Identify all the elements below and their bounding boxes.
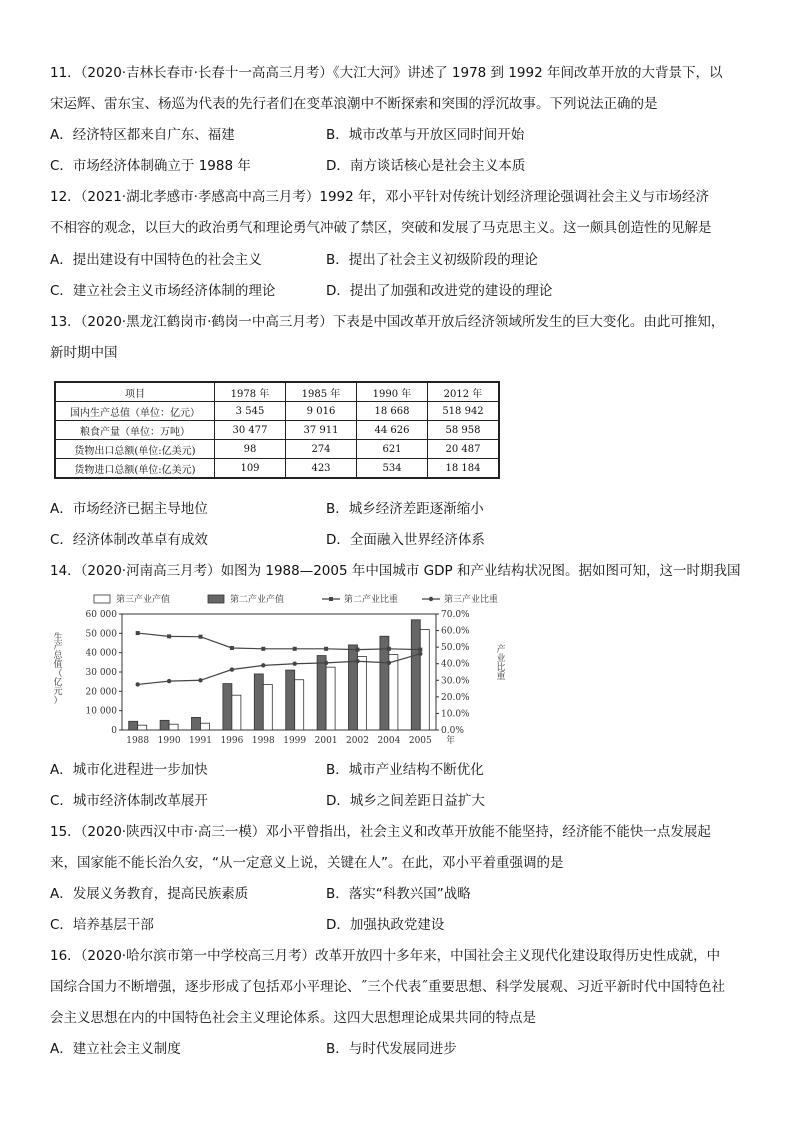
y-tick-label: 40 000 <box>85 648 117 659</box>
point-tertiary-share <box>324 661 328 665</box>
x-tick-label: 2004 <box>377 736 401 746</box>
q15-stem-line1: 15．（2020·陕西汉中市·高三一模）邓小平曾指出，社会主义和改革开放能不能坚持，经济能不能快一点发展起 <box>50 824 711 840</box>
q14-option-b: B．城市产业结构不断优化 <box>326 762 484 778</box>
q11-stem-line2: 宋运辉、雷东宝、杨巡为代表的先行者们在变革浪潮中不断探索和突围的浮沉故事。下列说法正确的是 <box>50 96 658 112</box>
bar-tertiary <box>326 667 335 730</box>
q15-option-a: A．发展义务教育，提高民族素质 <box>50 886 249 902</box>
x-axis-unit: 年 <box>446 736 456 746</box>
bar-secondary <box>192 717 201 730</box>
bar-secondary <box>411 620 420 730</box>
table-cell: 20 487 <box>428 440 500 459</box>
x-tick-label: 1996 <box>220 736 244 746</box>
table-cell: 货物进口总额(单位:亿美元) <box>55 459 215 479</box>
legend-label: 第三产业产值 <box>116 595 171 605</box>
point-tertiary-share <box>167 679 171 683</box>
table-cell: 18 184 <box>428 459 500 479</box>
q11-option-a: A．经济特区都来自广东、福建 <box>50 127 235 143</box>
bar-tertiary <box>138 725 147 730</box>
point-secondary-share <box>230 646 234 650</box>
legend-label: 第三产业比重 <box>444 595 499 605</box>
table-cell: 30 477 <box>215 421 286 440</box>
line-tertiary-share <box>138 654 421 685</box>
bar-tertiary <box>295 680 304 730</box>
point-tertiary-share <box>198 678 202 682</box>
point-secondary-share <box>199 635 203 639</box>
table-row <box>55 402 499 421</box>
q11-option-b: B．城市改革与开放区同时间开始 <box>326 127 525 143</box>
table-header-row <box>55 382 499 402</box>
table-cell: 109 <box>215 459 286 479</box>
q16-stem-line3: 会主义思想在内的中国特色社会主义理论体系。这四大思想理论成果共同的特点是 <box>50 1010 536 1026</box>
y-tick-label: 10 000 <box>85 706 117 717</box>
table-header-cell: 2012 年 <box>428 382 500 402</box>
q12-stem-line2: 不相容的观念，以巨大的政治勇气和理论勇气冲破了禁区，突破和发展了马克思主义。这一颇具创造性的见解是 <box>50 220 712 236</box>
q13-stem-line1: 13．（2020·黑龙江鹤岗市·鹤岗一中高三月考）下表是中国改革开放后经济领域所发生的巨大变化。由此可推知， <box>50 314 725 330</box>
table-cell: 37 911 <box>286 421 357 440</box>
x-tick-label: 1999 <box>283 736 307 746</box>
bar-secondary <box>317 656 326 730</box>
table-cell: 18 668 <box>357 402 428 421</box>
q13-option-a: A．市场经济已据主导地位 <box>50 501 208 517</box>
bar-tertiary <box>389 655 398 730</box>
q14-option-c: C．城市经济体制改革展开 <box>50 793 208 809</box>
point-tertiary-share <box>261 663 265 667</box>
y-axis-title: 生产总值（亿元） <box>53 633 63 706</box>
legend-label: 第二产业产值 <box>230 595 285 605</box>
y2-tick-label: 70.0% <box>441 610 470 620</box>
y2-tick-label: 0.0% <box>441 726 464 736</box>
y2-tick-label: 50.0% <box>441 643 470 654</box>
x-tick-label: 1988 <box>126 736 150 746</box>
bar-secondary <box>286 670 295 730</box>
legend-swatch <box>94 595 110 603</box>
table-cell: 货物出口总额(单位:亿美元) <box>55 440 215 459</box>
bar-secondary <box>160 720 169 730</box>
q12-option-b: B．提出了社会主义初级阶段的理论 <box>326 252 538 268</box>
q15-option-c: C．培养基层干部 <box>50 917 154 933</box>
bar-tertiary <box>201 723 210 730</box>
q12-stem-line1: 12．（2021·湖北孝感市·孝感高中高三月考）1992 年，邓小平针对传统计划经济理论强调社会主义与市场经济 <box>50 189 710 205</box>
bar-tertiary <box>263 685 272 730</box>
table-cell: 621 <box>357 440 428 459</box>
q15-option-d: D．加强执政党建设 <box>326 917 445 933</box>
bar-secondary <box>349 645 358 730</box>
y-tick-label: 30 000 <box>85 668 117 678</box>
bar-tertiary <box>232 695 241 730</box>
q14-option-d: D．城乡之间差距日益扩大 <box>326 793 485 809</box>
point-secondary-share <box>356 648 360 652</box>
legend-label: 第二产业比重 <box>344 595 399 605</box>
y2-tick-label: 40.0% <box>441 659 470 670</box>
q11-option-c: C．市场经济体制确立于 1988 年 <box>50 158 251 174</box>
table-header-cell: 1985 年 <box>286 382 357 402</box>
point-secondary-share <box>293 647 297 651</box>
y2-tick-label: 20.0% <box>441 692 470 703</box>
gdp-industry-chart <box>50 590 520 750</box>
y-tick-label: 20 000 <box>85 687 117 698</box>
point-tertiary-share <box>293 662 297 666</box>
table-header-cell: 项目 <box>55 382 215 402</box>
table-cell: 423 <box>286 459 357 479</box>
bar-tertiary <box>420 629 429 730</box>
point-secondary-share <box>136 631 140 635</box>
point-tertiary-share <box>418 652 422 656</box>
table-header-cell: 1978 年 <box>215 382 286 402</box>
y2-tick-label: 30.0% <box>441 676 470 687</box>
x-tick-label: 2002 <box>346 736 369 746</box>
table-cell: 518 942 <box>428 402 500 421</box>
q13-option-b: B．城乡经济差距逐渐缩小 <box>326 501 484 517</box>
x-tick-label: 2005 <box>408 736 432 746</box>
y2-tick-label: 60.0% <box>441 626 470 637</box>
q13-option-d: D．全面融入世界经济体系 <box>326 532 485 548</box>
table-header-cell: 1990 年 <box>357 382 428 402</box>
point-secondary-share <box>387 647 391 651</box>
q12-option-c: C．建立社会主义市场经济体制的理论 <box>50 283 276 299</box>
q14-stem-line1: 14．（2020·河南高三月考）如图为 1988—2005 年中国城市 GDP 和产业结构状况图。据如图可知，这一时期我国 <box>50 563 741 579</box>
legend-swatch <box>208 595 224 603</box>
bar-secondary <box>129 721 138 730</box>
table-cell: 274 <box>286 440 357 459</box>
point-tertiary-share <box>387 661 391 665</box>
table-cell: 3 545 <box>215 402 286 421</box>
q15-option-b: B．落实“科教兴国”战略 <box>326 886 471 902</box>
x-tick-label: 1990 <box>157 736 181 746</box>
q11-option-d: D．南方谈话核心是社会主义本质 <box>326 158 526 174</box>
point-secondary-share <box>418 648 422 652</box>
table-cell: 534 <box>357 459 428 479</box>
point-tertiary-share <box>355 659 359 663</box>
y-tick-label: 0 <box>111 726 117 736</box>
table-row <box>55 440 499 459</box>
y-tick-label: 50 000 <box>85 629 117 640</box>
table-row <box>55 459 499 479</box>
point-tertiary-share <box>230 667 234 671</box>
q13-option-c: C．经济体制改革卓有成效 <box>50 532 208 548</box>
bar-secondary <box>223 684 232 730</box>
table-cell: 国内生产总值（单位：亿元） <box>55 402 215 421</box>
q16-stem-line1: 16．（2020·哈尔滨市第一中学校高三月考）改革开放四十多年来，中国社会主义现代化建设取得历史性成就，中 <box>50 948 721 964</box>
table-cell: 粮食产量（单位：万吨） <box>55 421 215 440</box>
q16-option-a: A．建立社会主义制度 <box>50 1041 181 1057</box>
x-tick-label: 1991 <box>189 736 212 746</box>
point-secondary-share <box>167 634 171 638</box>
legend-marker <box>429 597 433 601</box>
table-row <box>55 421 499 440</box>
q16-option-b: B．与时代发展同进步 <box>326 1041 457 1057</box>
y2-axis-title: 产业比重 <box>496 645 506 682</box>
legend-marker <box>329 597 333 601</box>
bar-secondary <box>254 674 263 730</box>
bar-tertiary <box>169 724 178 730</box>
table-cell: 9 016 <box>286 402 357 421</box>
point-tertiary-share <box>136 682 140 686</box>
q12-option-a: A．提出建设有中国特色的社会主义 <box>50 252 262 268</box>
point-secondary-share <box>324 647 328 651</box>
table-cell: 58 958 <box>428 421 500 440</box>
table-cell: 98 <box>215 440 286 459</box>
y-tick-label: 60 000 <box>85 610 117 620</box>
q12-option-d: D．提出了加强和改进党的建设的理论 <box>326 283 553 299</box>
point-secondary-share <box>261 647 265 651</box>
q15-stem-line2: 来，国家能不能长治久安，“从一定意义上说，关键在人”。在此，邓小平着重强调的是 <box>50 855 564 871</box>
q13-stem-line2: 新时期中国 <box>50 345 118 361</box>
q14-option-a: A．城市化进程进一步加快 <box>50 762 208 778</box>
q11-stem-line1: 11．（2020·吉林长春市·长春十一高高三月考）《大江大河》讲述了 1978 到 1992 年间改革开放的大背景下，以 <box>50 65 723 81</box>
q16-stem-line2: 国综合国力不断增强，逐步形成了包括邓小平理论、˝三个代表˝重要思想、科学发展观、习近平新时代中国特色社 <box>50 979 725 995</box>
y2-tick-label: 10.0% <box>441 709 470 720</box>
table-cell: 44 626 <box>357 421 428 440</box>
bar-tertiary <box>358 657 367 730</box>
line-secondary-share <box>138 633 421 650</box>
x-tick-label: 1998 <box>251 736 275 746</box>
data-table <box>54 381 500 479</box>
x-tick-label: 2001 <box>314 736 338 746</box>
